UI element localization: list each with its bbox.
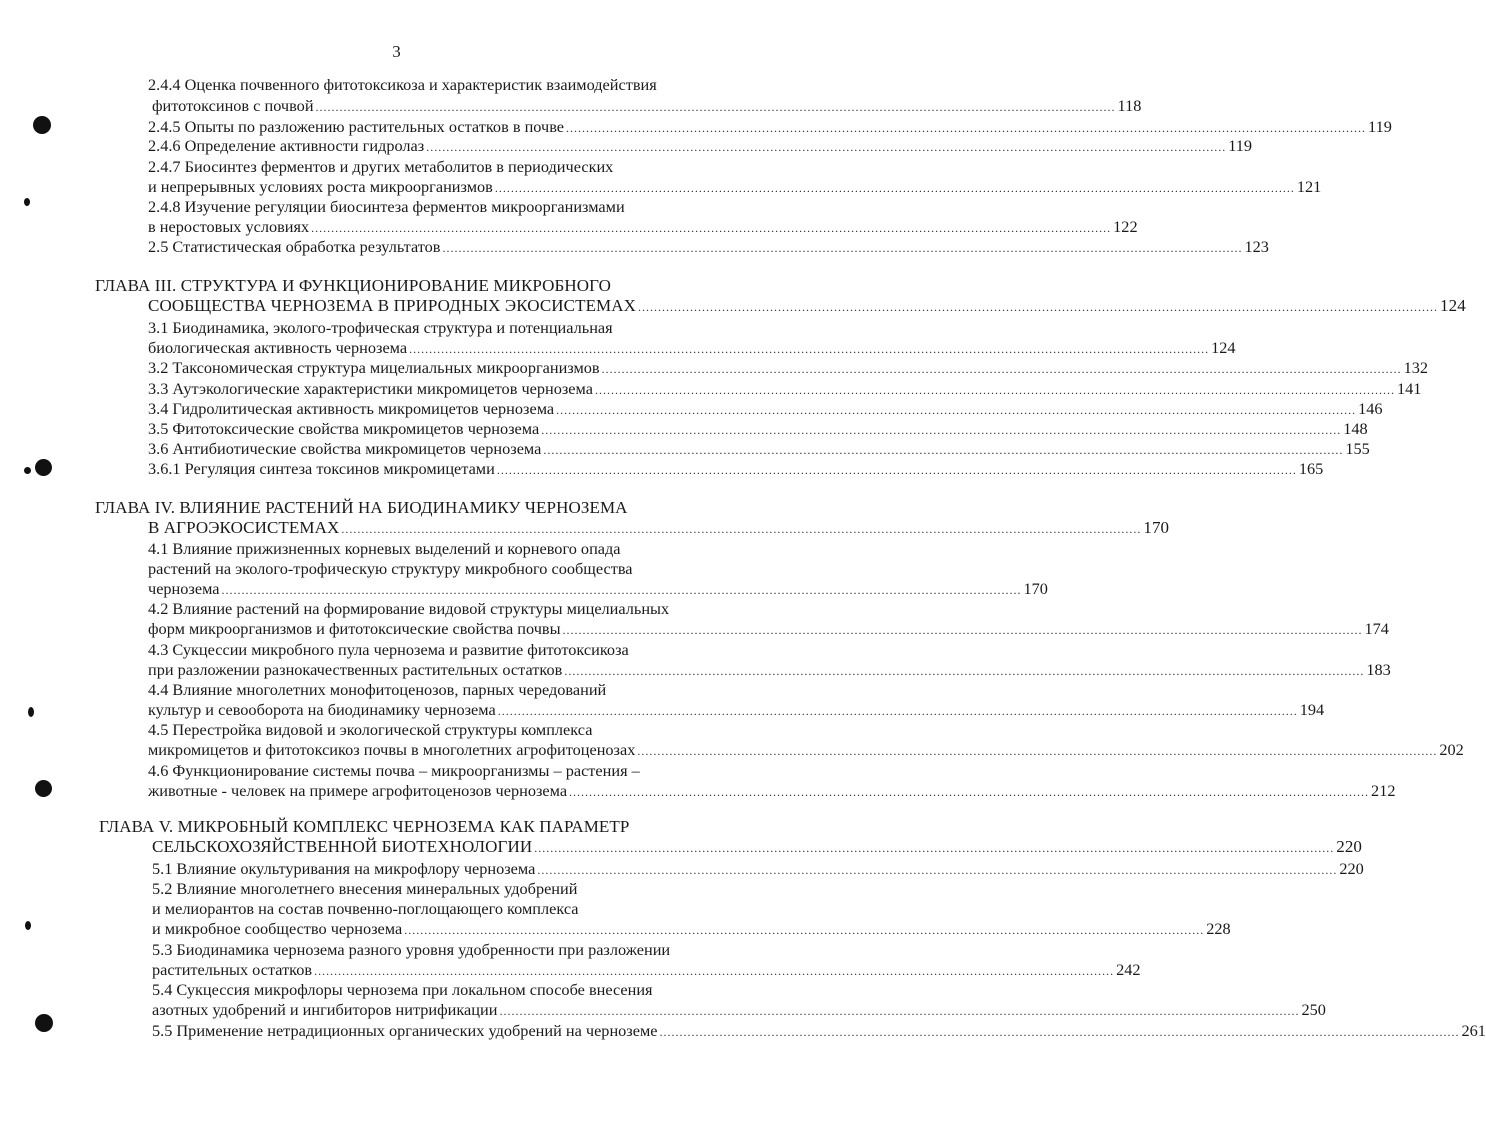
toc-chapter-line bbox=[148, 517, 1170, 540]
toc-page-number: 119 bbox=[1228, 136, 1253, 155]
toc-page-number: 119 bbox=[1368, 117, 1392, 136]
toc-page-number: 123 bbox=[1244, 237, 1269, 256]
toc-entry-text: 3.5 Фитотоксические свойства микромицетов чернозема bbox=[148, 419, 540, 438]
dot-leader: ........................................................................................................................................................................................................ bbox=[569, 785, 1370, 799]
toc-entry-line bbox=[148, 357, 1429, 380]
toc-entry-text: 5.3 Биодинамика чернозема разного уровня удобренности при разложении bbox=[152, 940, 671, 959]
dot-leader: ........................................................................................................................................................................................................ bbox=[638, 300, 1439, 314]
toc-entry-text: чернозема bbox=[148, 579, 220, 598]
dot-leader: ........................................................................................................................................................................................................ bbox=[314, 964, 1115, 978]
toc-entry-line bbox=[148, 317, 613, 338]
toc-page-number: 170 bbox=[1023, 579, 1048, 598]
dot-leader: ........................................................................................................................................................................................................ bbox=[442, 241, 1243, 255]
toc-entry-text: 5.1 Влияние окультуривания на микрофлору чернозема bbox=[152, 859, 536, 878]
toc-entry-text: 5.4 Сукцессия микрофлоры чернозема при локальном способе внесения bbox=[152, 980, 653, 999]
toc-page-number: 194 bbox=[1299, 700, 1325, 719]
toc-entry-text: азотных удобрений и ингибиторов нитрификации bbox=[152, 1000, 498, 1019]
dot-leader: ........................................................................................................................................................................................................ bbox=[556, 403, 1357, 417]
dot-leader: ........................................................................................................................................................................................................ bbox=[311, 221, 1112, 235]
punch-hole-8 bbox=[35, 1014, 53, 1032]
punch-hole-2 bbox=[24, 198, 30, 206]
toc-page-number: 242 bbox=[1116, 960, 1141, 979]
toc-chapter-line bbox=[95, 497, 628, 518]
toc-page-number: 228 bbox=[1206, 919, 1231, 938]
toc-entry-text: и микробное сообщество чернозема bbox=[152, 919, 403, 938]
toc-entry-line bbox=[148, 236, 1269, 259]
toc-entry-text: 2.4.6 Определение активности гидролаз bbox=[148, 136, 425, 155]
toc-entry-text: животные - человек на примере агрофитоценозов чернозема bbox=[148, 781, 568, 800]
toc-entry-text: 4.1 Влияние прижизненных корневых выделений и корневого опада bbox=[148, 539, 621, 558]
toc-entry-text: СЕЛЬСКОХОЗЯЙСТВЕННОЙ БИОТЕХНОЛОГИИ bbox=[152, 837, 533, 856]
toc-entry-line bbox=[148, 558, 633, 579]
toc-entry-text: 4.3 Сукцессии микробного пула чернозема и развитие фитотоксикоза bbox=[148, 640, 629, 659]
toc-entry-text: 2.4.8 Изучение регуляции биосинтеза ферментов микроорганизмами bbox=[148, 197, 625, 216]
toc-entry-line bbox=[152, 95, 1142, 118]
dot-leader: ........................................................................................................................................................................................................ bbox=[564, 664, 1365, 678]
dot-leader: ........................................................................................................................................................................................................ bbox=[404, 923, 1205, 937]
dot-leader: ........................................................................................................................................................................................................ bbox=[543, 443, 1344, 457]
toc-entry-text: ГЛАВА III. СТРУКТУРА И ФУНКЦИОНИРОВАНИЕ МИКРОБНОГО bbox=[95, 276, 612, 295]
toc-entry-text: биологическая активность чернозема bbox=[148, 338, 408, 357]
toc-entry-text: при разложении разнокачественных растительных остатков bbox=[148, 660, 563, 679]
toc-entry-line bbox=[148, 719, 592, 740]
dot-leader: ........................................................................................................................................................................................................ bbox=[541, 423, 1342, 437]
dot-leader: ........................................................................................................................................................................................................ bbox=[537, 863, 1338, 877]
toc-entry-text: 3.3 Аутэкологические характеристики микромицетов чернозема bbox=[148, 379, 593, 398]
dot-leader: ........................................................................................................................................................................................................ bbox=[659, 1025, 1460, 1039]
toc-entry-line bbox=[148, 135, 1253, 158]
toc-entry-text: фитотоксинов с почвой bbox=[152, 96, 314, 115]
toc-page-number: 124 bbox=[1440, 296, 1466, 315]
toc-entry-line bbox=[148, 780, 1396, 803]
toc-page-number: 250 bbox=[1301, 1000, 1326, 1019]
dot-leader: ........................................................................................................................................................................................................ bbox=[562, 623, 1363, 637]
toc-entry-text: культур и севооборота на биодинамику чернозема bbox=[148, 700, 496, 719]
toc-entry-text: 2.4.4 Оценка почвенного фитотоксикоза и характеристик взаимодействия bbox=[148, 75, 657, 94]
toc-entry-text: 2.4.7 Биосинтез ферментов и других метаболитов в периодических bbox=[148, 157, 614, 176]
toc-chapter-line bbox=[152, 836, 1363, 859]
toc-page-number: 146 bbox=[1358, 399, 1383, 418]
toc-page-number: 212 bbox=[1371, 781, 1396, 800]
toc-page-number: 183 bbox=[1366, 660, 1391, 679]
toc-entry-line bbox=[148, 538, 621, 559]
toc-entry-line bbox=[152, 1020, 1486, 1043]
toc-page-number: 220 bbox=[1336, 837, 1363, 856]
dot-leader: ........................................................................................................................................................................................................ bbox=[315, 100, 1116, 114]
toc-entry-text: 4.5 Перестройка видовой и экологической структуры комплекса bbox=[148, 720, 593, 739]
toc-entry-line bbox=[152, 898, 578, 919]
toc-chapter-line bbox=[95, 275, 611, 296]
toc-page-number: 122 bbox=[1113, 217, 1138, 236]
toc-entry-line bbox=[148, 74, 657, 95]
toc-entry-text: ГЛАВА V. МИКРОБНЫЙ КОМПЛЕКС ЧЕРНОЗЕМА КАК ПАРАМЕТР bbox=[99, 817, 630, 836]
punch-hole-5 bbox=[28, 707, 34, 717]
dot-leader: ........................................................................................................................................................................................................ bbox=[497, 704, 1298, 718]
toc-page-number: 121 bbox=[1296, 177, 1322, 196]
toc-entry-line bbox=[152, 878, 577, 899]
toc-chapter-line bbox=[99, 816, 629, 837]
toc-entry-text: СООБЩЕСТВА ЧЕРНОЗЕМА В ПРИРОДНЫХ ЭКОСИСТЕМАХ bbox=[148, 296, 637, 315]
dot-leader: ........................................................................................................................................................................................................ bbox=[496, 463, 1297, 477]
punch-hole-3 bbox=[24, 467, 31, 474]
toc-page-number: 165 bbox=[1298, 459, 1324, 478]
punch-hole-1 bbox=[33, 116, 51, 134]
dot-leader: ........................................................................................................................................................................................................ bbox=[341, 522, 1142, 536]
toc-entry-text: 3.2 Таксономическая структура мицелиальных микроорганизмов bbox=[148, 358, 600, 377]
toc-entry-text: 4.4 Влияние многолетних монофитоценозов, парных чередований bbox=[148, 680, 607, 699]
toc-entry-line bbox=[152, 918, 1231, 941]
punch-hole-4 bbox=[35, 459, 52, 476]
toc-chapter-line bbox=[148, 295, 1466, 318]
dot-leader: ........................................................................................................................................................................................................ bbox=[426, 140, 1227, 154]
dot-leader: ........................................................................................................................................................................................................ bbox=[494, 181, 1295, 195]
toc-entry-text: и непрерывных условиях роста микроорганизмов bbox=[148, 177, 493, 196]
toc-page-number: 170 bbox=[1143, 518, 1170, 537]
dot-leader: ........................................................................................................................................................................................................ bbox=[566, 121, 1367, 135]
toc-entry-line bbox=[148, 156, 613, 177]
toc-page-number: 261 bbox=[1461, 1021, 1486, 1040]
toc-entry-text: 4.2 Влияние растений на формирование видовой структуры мицелиальных bbox=[148, 599, 670, 618]
toc-entry-text: растительных остатков bbox=[152, 960, 313, 979]
toc-page-number: 148 bbox=[1343, 419, 1368, 438]
toc-entry-text: в неростовых условиях bbox=[148, 217, 310, 236]
toc-entry-text: 5.2 Влияние многолетнего внесения минеральных удобрений bbox=[152, 879, 578, 898]
toc-page-number: 132 bbox=[1403, 358, 1429, 377]
toc-entry-text: 3.6.1 Регуляция синтеза токсинов микромицетами bbox=[148, 459, 495, 478]
toc-page-number: 174 bbox=[1364, 619, 1389, 638]
toc-entry-text: В АГРОЭКОСИСТЕМАХ bbox=[148, 518, 340, 537]
toc-page-number: 220 bbox=[1339, 859, 1364, 878]
punch-hole-7 bbox=[25, 921, 31, 930]
toc-entry-text: 2.4.5 Опыты по разложению растительных остатков в почве bbox=[148, 117, 565, 136]
toc-entry-text: 3.6 Антибиотические свойства микромицетов чернозема bbox=[148, 439, 542, 458]
toc-entry-line bbox=[148, 598, 669, 619]
toc-page-number: 118 bbox=[1117, 96, 1142, 115]
dot-leader: ........................................................................................................................................................................................................ bbox=[221, 583, 1022, 597]
dot-leader: ........................................................................................................................................................................................................ bbox=[601, 362, 1402, 376]
page-number: 3 bbox=[392, 42, 401, 61]
toc-entry-line bbox=[152, 999, 1326, 1022]
toc-page-number: 124 bbox=[1211, 338, 1236, 357]
toc-entry-text: микромицетов и фитотоксикоз почвы в многолетних агрофитоценозах bbox=[148, 740, 636, 759]
toc-page-number: 202 bbox=[1439, 740, 1464, 759]
toc-entry-line bbox=[148, 196, 625, 217]
toc-entry-line bbox=[148, 639, 629, 660]
toc-entry-line bbox=[148, 458, 1324, 481]
dot-leader: ........................................................................................................................................................................................................ bbox=[534, 841, 1335, 855]
toc-page-number: 155 bbox=[1345, 439, 1370, 458]
toc-entry-text: и мелиорантов на состав почвенно-поглощающего комплекса bbox=[152, 899, 579, 918]
toc-entry-line bbox=[152, 939, 670, 960]
dot-leader: ........................................................................................................................................................................................................ bbox=[409, 342, 1210, 356]
toc-entry-line bbox=[148, 679, 606, 700]
toc-entry-text: растений на эколого-трофическую структуру микробного сообщества bbox=[148, 559, 633, 578]
toc-entry-text: ГЛАВА IV. ВЛИЯНИЕ РАСТЕНИЙ НА БИОДИНАМИКУ ЧЕРНОЗЕМА bbox=[95, 498, 628, 517]
dot-leader: ........................................................................................................................................................................................................ bbox=[637, 744, 1438, 758]
toc-entry-line bbox=[148, 760, 640, 781]
punch-hole-6 bbox=[35, 780, 52, 797]
toc-entry-text: 5.5 Применение нетрадиционных органических удобрений на черноземе bbox=[152, 1021, 658, 1040]
toc-entry-text: 3.1 Биодинамика, эколого-трофическая структура и потенциальная bbox=[148, 318, 613, 337]
dot-leader: ........................................................................................................................................................................................................ bbox=[594, 383, 1395, 397]
toc-entry-line bbox=[148, 739, 1464, 762]
toc-entry-text: 3.4 Гидролитическая активность микромицетов чернозема bbox=[148, 399, 555, 418]
toc-entry-text: 2.5 Статистическая обработка результатов bbox=[148, 237, 441, 256]
toc-page-number: 141 bbox=[1396, 379, 1422, 398]
toc-entry-text: форм микроорганизмов и фитотоксические свойства почвы bbox=[148, 619, 561, 638]
toc-entry-line bbox=[152, 979, 653, 1000]
toc-entry-line bbox=[148, 618, 1389, 641]
toc-entry-text: 4.6 Функционирование системы почва – микроорганизмы – растения – bbox=[148, 761, 640, 780]
dot-leader: ........................................................................................................................................................................................................ bbox=[499, 1004, 1300, 1018]
